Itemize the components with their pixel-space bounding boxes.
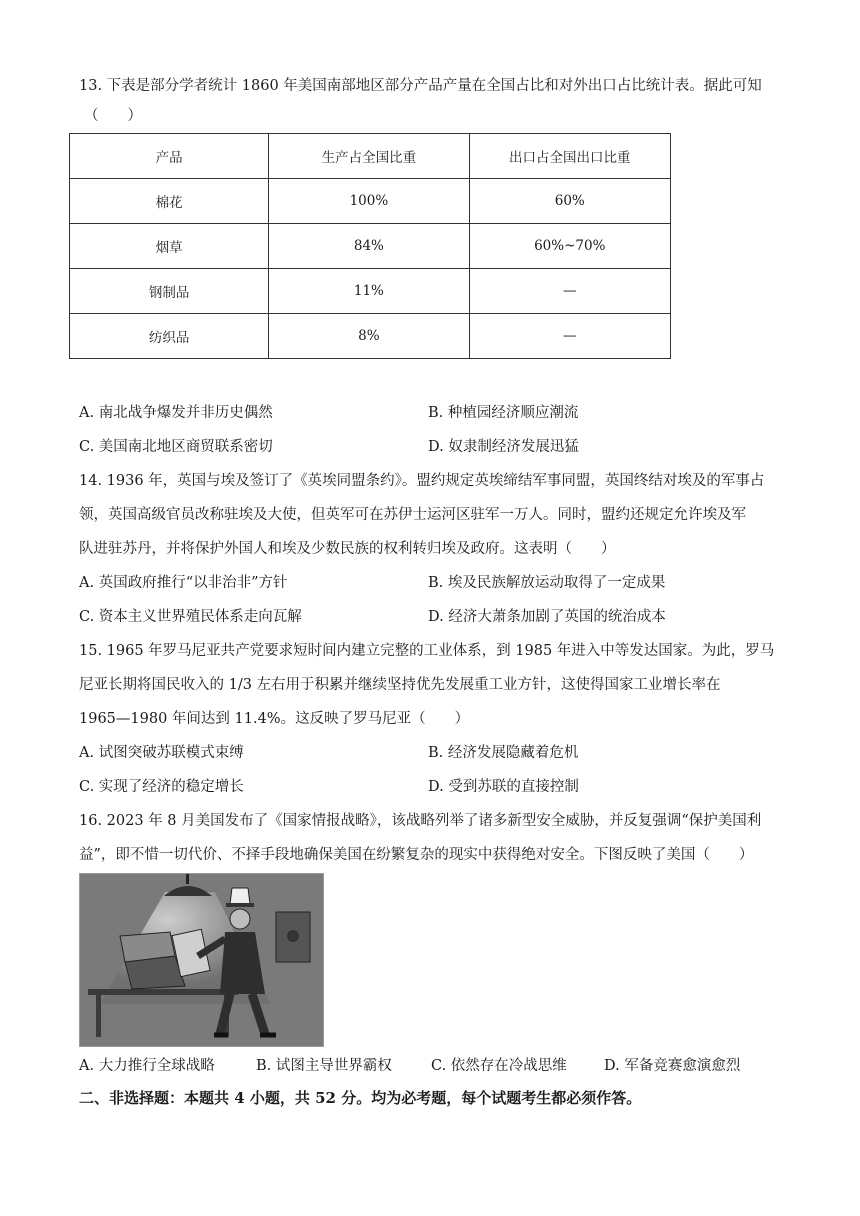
- table-cell: 60%~70%: [469, 224, 670, 269]
- q15-option-a: A. 试图突破苏联模式束缚: [79, 745, 244, 761]
- section-heading: 二、非选择题：本题共 4 小题，共 52 分。均为必考题，每个试题考生都必须作答。: [79, 1089, 642, 1107]
- table-header-cell: 产品: [70, 134, 269, 179]
- table-cell: 棉花: [70, 179, 269, 224]
- table-header-row: [70, 134, 671, 179]
- table-cell: 100%: [269, 179, 469, 224]
- q13-option-a: A. 南北战争爆发并非历史偶然: [79, 405, 273, 421]
- table-cell: —: [469, 314, 670, 359]
- table-row: [70, 314, 671, 359]
- q14-stem-line1: 14. 1936 年，英国与埃及签订了《英埃同盟条约》。盟约规定英埃缔结军事同盟，英国终结对埃及的军事占: [79, 473, 765, 489]
- q14-option-d: D. 经济大萧条加剧了英国的统治成本: [428, 609, 666, 625]
- q15-stem-line2: 尼亚长期将国民收入的 1/3 左右用于积累并继续坚持优先发展重工业方针，这使得国家工业增长率在: [79, 677, 721, 693]
- q16-option-d: D. 军备竞赛愈演愈烈: [604, 1058, 741, 1074]
- table-cell: 纺织品: [70, 314, 269, 359]
- q14-option-a: A. 英国政府推行“以非治非”方针: [79, 575, 288, 591]
- table-cell: —: [469, 269, 670, 314]
- table-row: [70, 224, 671, 269]
- table-cell: 烟草: [70, 224, 269, 269]
- q15-option-d: D. 受到苏联的直接控制: [428, 779, 579, 795]
- table-row: [70, 179, 671, 224]
- q15-option-c: C. 实现了经济的稳定增长: [79, 779, 244, 795]
- q14-option-b: B. 埃及民族解放运动取得了一定成果: [428, 575, 666, 591]
- table-header-cell: 出口占全国出口比重: [469, 134, 670, 179]
- q15-stem-line3: 1965—1980 年间达到 11.4%。这反映了罗马尼亚（ ）: [79, 711, 470, 727]
- table-cell: 钢制品: [70, 269, 269, 314]
- q13-table: [69, 133, 671, 359]
- q14-option-c: C. 资本主义世界殖民体系走向瓦解: [79, 609, 302, 625]
- q13-option-c: C. 美国南北地区商贸联系密切: [79, 439, 273, 455]
- q16-option-c: C. 依然存在冷战思维: [431, 1058, 567, 1074]
- table-row: [70, 269, 671, 314]
- q16-stem-line2: 益”，即不惜一切代价、不择手段地确保美国在纷繁复杂的现实中获得绝对安全。下图反映了美国（ ）: [79, 847, 754, 863]
- q16-stem-line1: 16. 2023 年 8 月美国发布了《国家情报战略》，该战略列举了诸多新型安全威胁，并反复强调“保护美国利: [79, 813, 762, 829]
- cartoon-image: [79, 873, 324, 1047]
- q13-stem-line2: （ ）: [84, 108, 142, 124]
- q16-option-b: B. 试图主导世界霸权: [256, 1058, 392, 1074]
- table-cell: 8%: [269, 314, 469, 359]
- table-cell: 84%: [269, 224, 469, 269]
- cartoon-illustration: [80, 874, 323, 1046]
- q14-stem-line3: 队进驻苏丹，并将保护外国人和埃及少数民族的权利转归埃及政府。这表明（ ）: [79, 541, 616, 557]
- q13-option-d: D. 奴隶制经济发展迅猛: [428, 439, 579, 455]
- q15-stem-line1: 15. 1965 年罗马尼亚共产党要求短时间内建立完整的工业体系，到 1985 年进入中等发达国家。为此，罗马: [79, 643, 775, 659]
- table-cell: 60%: [469, 179, 670, 224]
- q16-option-a: A. 大力推行全球战略: [79, 1058, 215, 1074]
- q15-option-b: B. 经济发展隐藏着危机: [428, 745, 579, 761]
- table-header-cell: 生产占全国比重: [269, 134, 469, 179]
- q13-option-b: B. 种植园经济顺应潮流: [428, 405, 579, 421]
- q13-stem-line1: 13. 下表是部分学者统计 1860 年美国南部地区部分产品产量在全国占比和对外出口占比统计表。据此可知: [79, 78, 762, 94]
- table-cell: 11%: [269, 269, 469, 314]
- q14-stem-line2: 领，英国高级官员改称驻埃及大使，但英军可在苏伊士运河区驻军一万人。同时，盟约还规定允许埃及军: [79, 507, 746, 523]
